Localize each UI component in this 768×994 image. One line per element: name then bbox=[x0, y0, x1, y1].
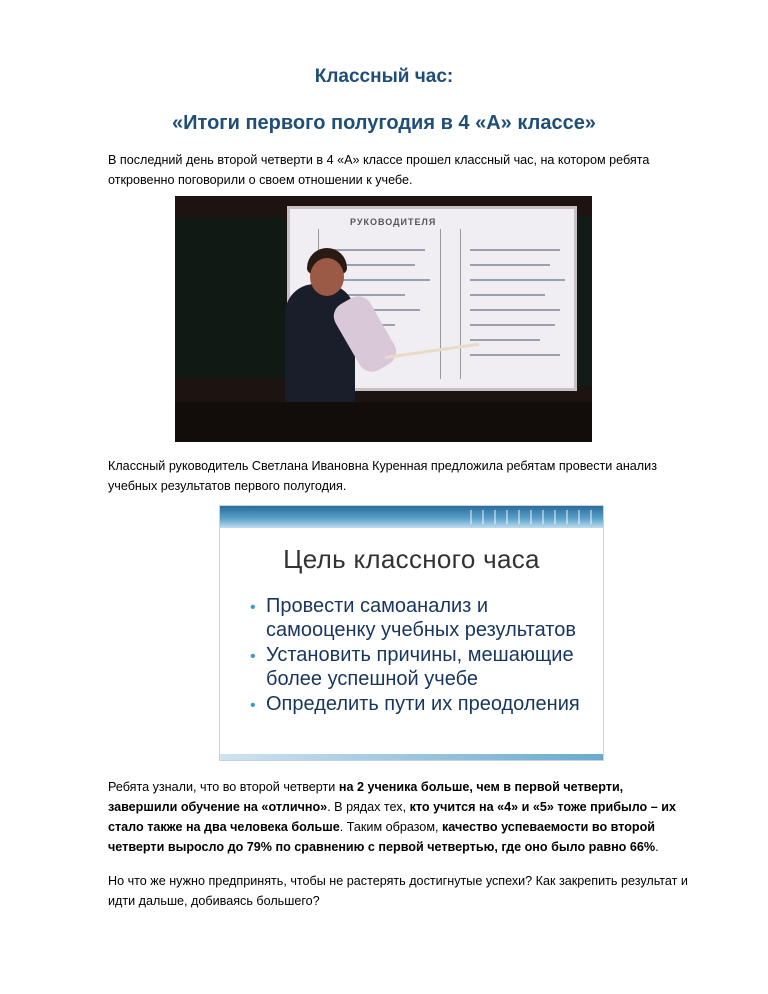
results-text: . Таким образом, bbox=[339, 820, 442, 834]
table-text-line bbox=[470, 309, 560, 311]
results-bold-text: качество успеваемости во второй четверти выросло до 79% по сравнению с первой четвертью, где оно было равно 66% bbox=[108, 820, 656, 854]
classroom-photo bbox=[175, 196, 592, 442]
slide-goal-text: Определить пути их преодоления bbox=[266, 693, 580, 715]
floor-shadow bbox=[175, 402, 592, 442]
results-text: . В рядах тех, bbox=[327, 800, 410, 814]
page-title-line2: «Итоги первого полугодия в 4 «А» классе» bbox=[172, 112, 596, 134]
results-text: Ребята узнали, что во второй четверти bbox=[108, 780, 339, 794]
slide-goal-list bbox=[252, 594, 592, 717]
slide-goal-text: Установить причины, мешающие более успешной учебе bbox=[266, 644, 574, 690]
intro-paragraph: В последний день второй четверти в 4 «А» классе прошел классный час, на котором ребята откровенно поговорили о своем отношении к учебе. bbox=[108, 153, 650, 187]
slide-header-band bbox=[220, 506, 603, 528]
teacher-paragraph: Классный руководитель Светлана Ивановна Куренная предложила ребятам провести анализ учебных результатов первого полугодия. bbox=[108, 459, 657, 493]
table-column-line bbox=[460, 229, 461, 379]
teacher-head bbox=[310, 258, 344, 296]
table-text-line bbox=[470, 324, 555, 326]
slide-goal-text: Провести самоанализ и самооценку учебных результатов bbox=[266, 595, 576, 641]
table-text-line bbox=[325, 249, 425, 251]
band-decoration bbox=[590, 510, 592, 524]
slide-goal-item bbox=[252, 692, 592, 716]
screen-header-text: РУКОВОДИТЕЛЯ bbox=[350, 217, 437, 227]
table-text-line bbox=[470, 249, 560, 251]
results-text: . bbox=[655, 840, 659, 854]
slide-title: Цель классного часа bbox=[283, 544, 540, 574]
page-title-line1: Классный час: bbox=[314, 66, 454, 87]
band-decoration bbox=[578, 510, 580, 524]
results-bold-text: на 2 ученика больше, чем в первой четверти, завершили обучение на «отлично» bbox=[108, 780, 624, 814]
bullet-dot-icon: • bbox=[250, 697, 256, 714]
question-paragraph: Но что же нужно предпринять, чтобы не растерять достигнутые успехи? Как закрепить результат и идти дальше, добиваясь большего? bbox=[108, 874, 688, 908]
table-text-line bbox=[470, 294, 545, 296]
band-decoration bbox=[470, 510, 472, 524]
table-text-line bbox=[470, 354, 560, 356]
band-decoration bbox=[530, 510, 532, 524]
presentation-slide bbox=[219, 505, 604, 761]
band-decoration bbox=[542, 510, 544, 524]
band-decoration bbox=[494, 510, 496, 524]
results-bold-text: кто учится на «4» и «5» тоже прибыло – их стало также на два человека больше bbox=[108, 800, 677, 834]
table-text-line bbox=[470, 279, 565, 281]
slide-footer-band bbox=[220, 754, 603, 760]
bullet-dot-icon: • bbox=[250, 599, 256, 616]
table-text-line bbox=[470, 339, 540, 341]
band-decoration bbox=[518, 510, 520, 524]
band-decoration bbox=[566, 510, 568, 524]
bullet-dot-icon: • bbox=[250, 648, 256, 665]
results-paragraph bbox=[108, 777, 693, 857]
table-column-line bbox=[440, 229, 441, 379]
table-text-line bbox=[470, 264, 550, 266]
band-decoration bbox=[506, 510, 508, 524]
blackboard-left bbox=[175, 218, 285, 378]
band-decoration bbox=[482, 510, 484, 524]
slide-goal-item bbox=[252, 594, 592, 642]
band-decoration bbox=[554, 510, 556, 524]
slide-goal-item bbox=[252, 643, 592, 691]
